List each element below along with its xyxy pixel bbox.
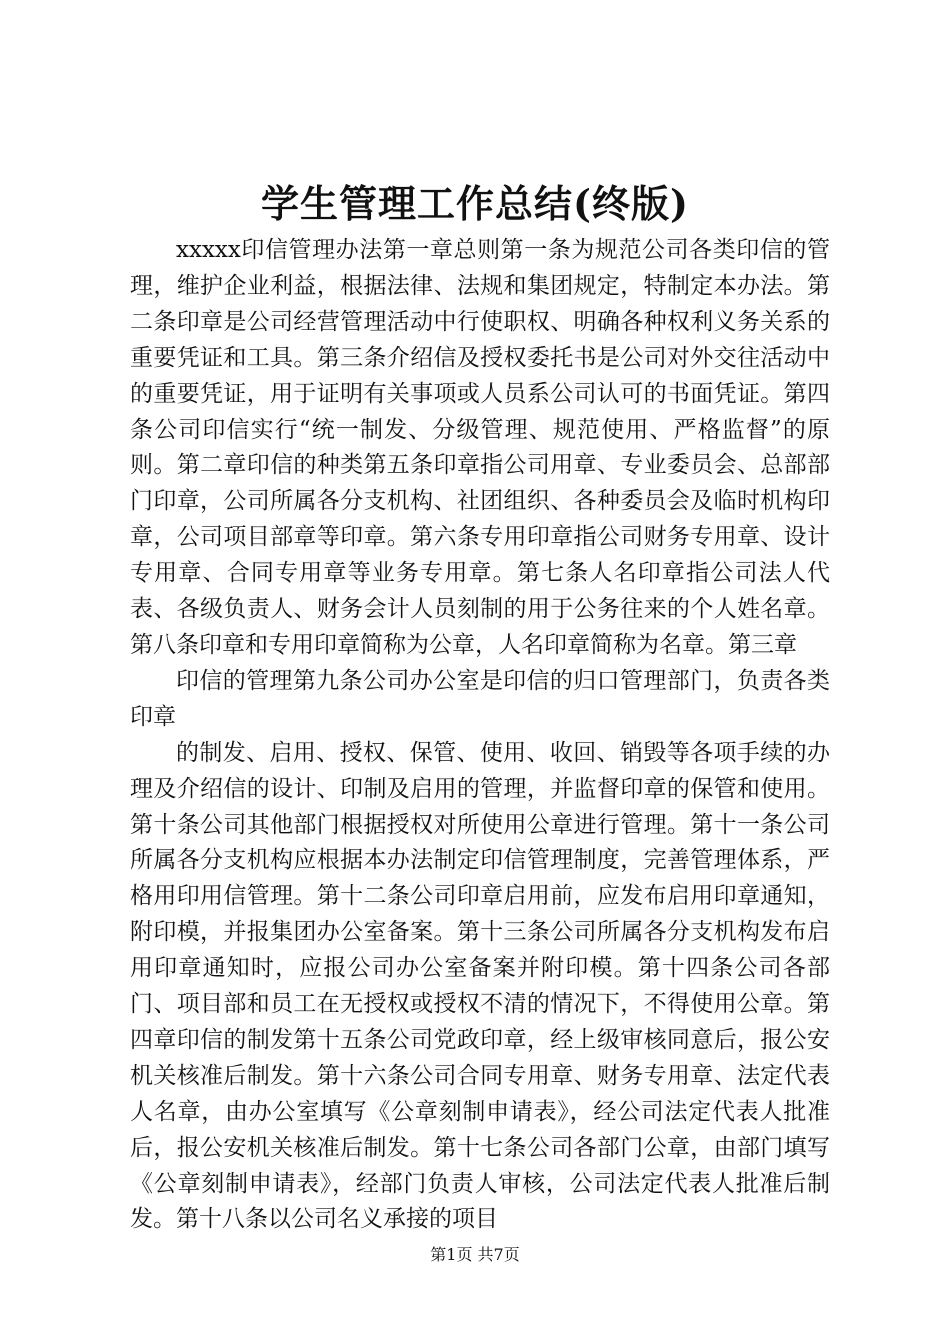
document-title: 学生管理工作总结(终版)	[261, 181, 689, 226]
document-body	[130, 233, 830, 1238]
page-number-footer: 第1页 共7页	[430, 1245, 520, 1264]
paragraph-2: 印信的管理第九条公司办公室是印信的归口管理部门，负责各类印章	[130, 667, 830, 730]
paragraph-1: xxxxx印信管理办法第一章总则第一条为规范公司各类印信的管理，维护企业利益，根据法律、法规和集团规定，特制定本办法。第二条印章是公司经营管理活动中行使职权、明确各种权利义务关系的重要凭证和工具。第三条介绍信及授权委托书是公司对外交往活动中的重要凭证，用于证明有关事项或人员系公司认可的书面凭证。第四条公司印信实行“统一制发、分级管理、规范使用、严格监督”的原则。第二章印信的种类第五条印章指公司用章、专业委员会、总部部门印章，公司所属各分支机构、社团组织、各种委员会及临时机构印章，公司项目部章等印章。第六条专用印章指公司财务专用章、设计专用章、合同专用章等业务专用章。第七条人名印章指公司法人代表、各级负责人、财务会计人员刻制的用于公务往来的个人姓名章。第八条印章和专用印章简称为公章，人名印章简称为名章。第三章	[130, 237, 830, 658]
paragraph-3: 的制发、启用、授权、保管、使用、收回、销毁等各项手续的办理及介绍信的设计、印制及启用的管理，并监督印章的保管和使用。第十条公司其他部门根据授权对所使用公章进行管理。第十一条公司所属各分支机构应根据本办法制定印信管理制度，完善管理体系，严格用印用信管理。第十二条公司印章启用前，应发布启用印章通知，附印模，并报集团办公室备案。第十三条公司所属各分支机构发布启用印章通知时，应报公司办公室备案并附印模。第十四条公司各部门、项目部和员工在无授权或授权不清的情况下，不得使用公章。第四章印信的制发第十五条公司党政印章，经上级审核同意后，报公安机关核准后制发。第十六条公司合同专用章、财务专用章、法定代表人名章，由办公室填写《公章刻制申请表》，经公司法定代表人批准后，报公安机关核准后制发。第十七条公司各部门公章，由部门填写《公章刻制申请表》，经部门负责人审核，公司法定代表人批准后制发。第十八条以公司名义承接的项目	[130, 739, 830, 1233]
